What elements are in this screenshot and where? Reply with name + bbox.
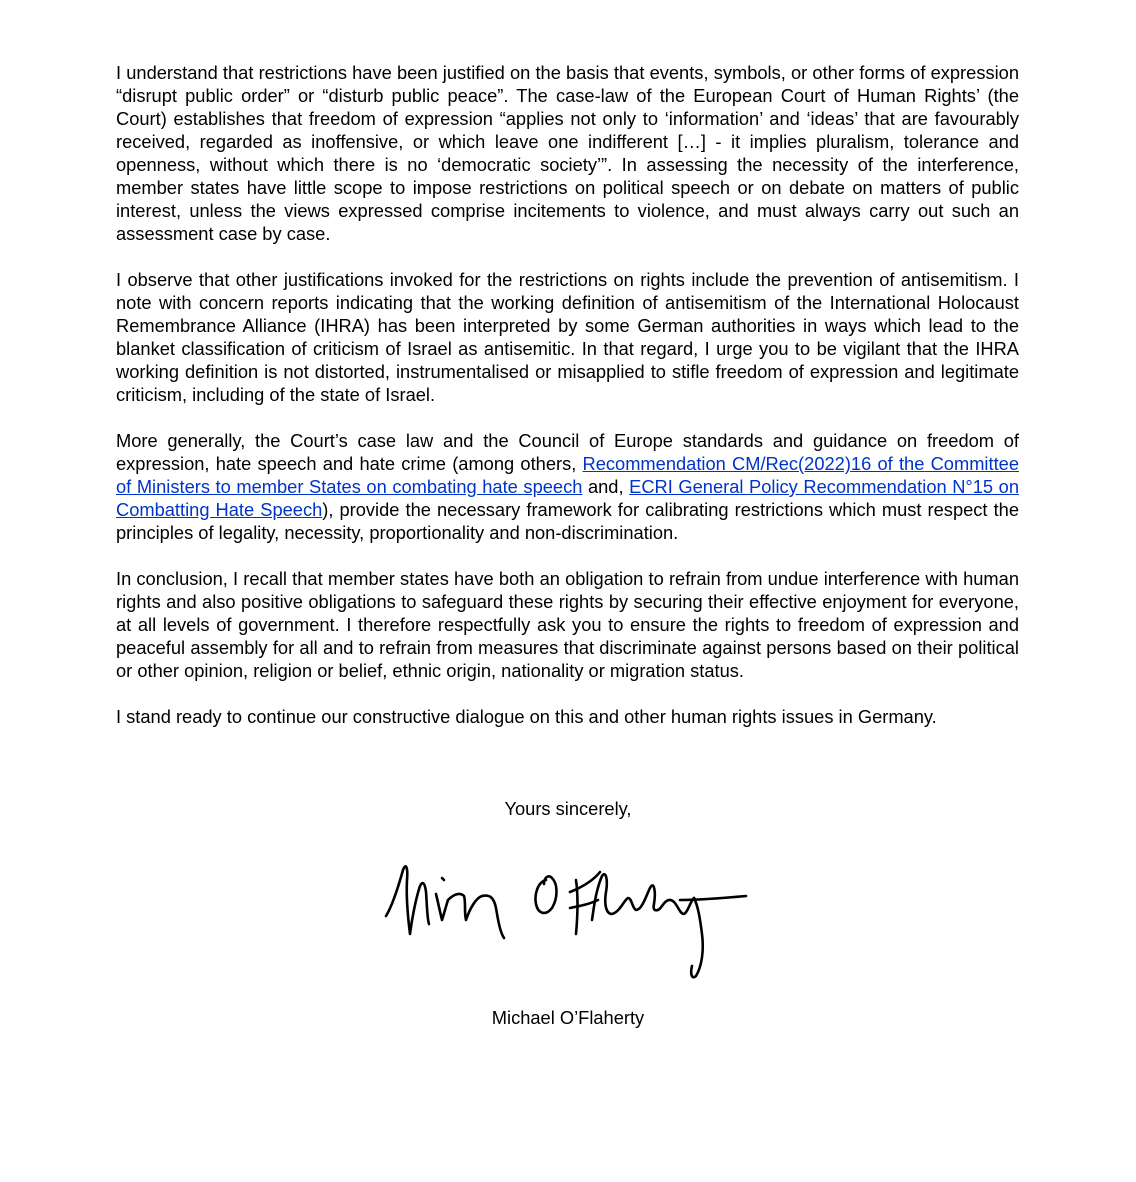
handwritten-signature (380, 858, 750, 983)
paragraph-standards-text-3: ), provide the necessary framework for calibrating restrictions which must respect the principles of legality, necessity, proportionality and non-discrimination. (116, 499, 1019, 543)
paragraph-standards (116, 429, 1019, 544)
link-ecri-recommendation-15[interactable]: ECRI General Policy Recommendation N°15 on Combatting Hate Speech (116, 476, 1019, 520)
signatory-name: Michael O’Flaherty (491, 1007, 645, 1028)
paragraph-standards-text-2: and, (582, 476, 630, 497)
letter-body (116, 61, 1019, 751)
paragraph-standards-text-1: More generally, the Court’s case law and the Council of Europe standards and guidance on freedom of expression, hate speech and hate crime (among others, (116, 430, 1019, 474)
closing-salutation: Yours sincerely, (504, 798, 632, 819)
paragraph-dialogue: I stand ready to continue our constructive dialogue on this and other human rights issues in Germany. (116, 706, 937, 727)
paragraph-antisemitism: I observe that other justifications invoked for the restrictions on rights include the prevention of antisemitism. I note with concern reports indicating that the working definition of antisemitism of the International Holocaust Remembrance Alliance (IHRA) has been interpreted by some German authorities in ways which lead to the blanket classification of criticism of Israel as antisemitic. In that regard, I urge you to be vigilant that the IHRA working definition is not distorted, instrumentalised or misapplied to stifle freedom of expression and legitimate criticism, including of the state of Israel. (116, 269, 1019, 405)
paragraph-conclusion: In conclusion, I recall that member states have both an obligation to refrain from undue interference with human rights and also positive obligations to safeguard these rights by securing their effective enjoyment for everyone, at all levels of government. I therefore respectfully ask you to ensure the rights to freedom of expression and peaceful assembly for all and to refrain from measures that discriminate against persons based on their political or other opinion, religion or belief, ethnic origin, nationality or migration status. (116, 568, 1019, 681)
signature-image (380, 858, 750, 983)
link-recommendation-cm-rec-2022-16[interactable]: Recommendation CM/Rec(2022)16 of the Committee of Ministers to member States on combating hate speech (116, 453, 1019, 497)
paragraph-freedom-of-expression: I understand that restrictions have been justified on the basis that events, symbols, or other forms of expression “disrupt public order” or “disturb public peace”. The case-law of the European Court of Human Rights’ (the Court) establishes that freedom of expression “applies not only to ‘information’ and ‘ideas’ that are favourably received, regarded as inoffensive, or which leave one indifferent […] - it implies pluralism, tolerance and openness, without which there is no ‘democratic society’”. In assessing the necessity of the interference, member states have little scope to impose restrictions on political speech or on debate on matters of public interest, unless the views expressed comprise incitements to violence, and must always carry out such an assessment case by case. (116, 62, 1019, 244)
